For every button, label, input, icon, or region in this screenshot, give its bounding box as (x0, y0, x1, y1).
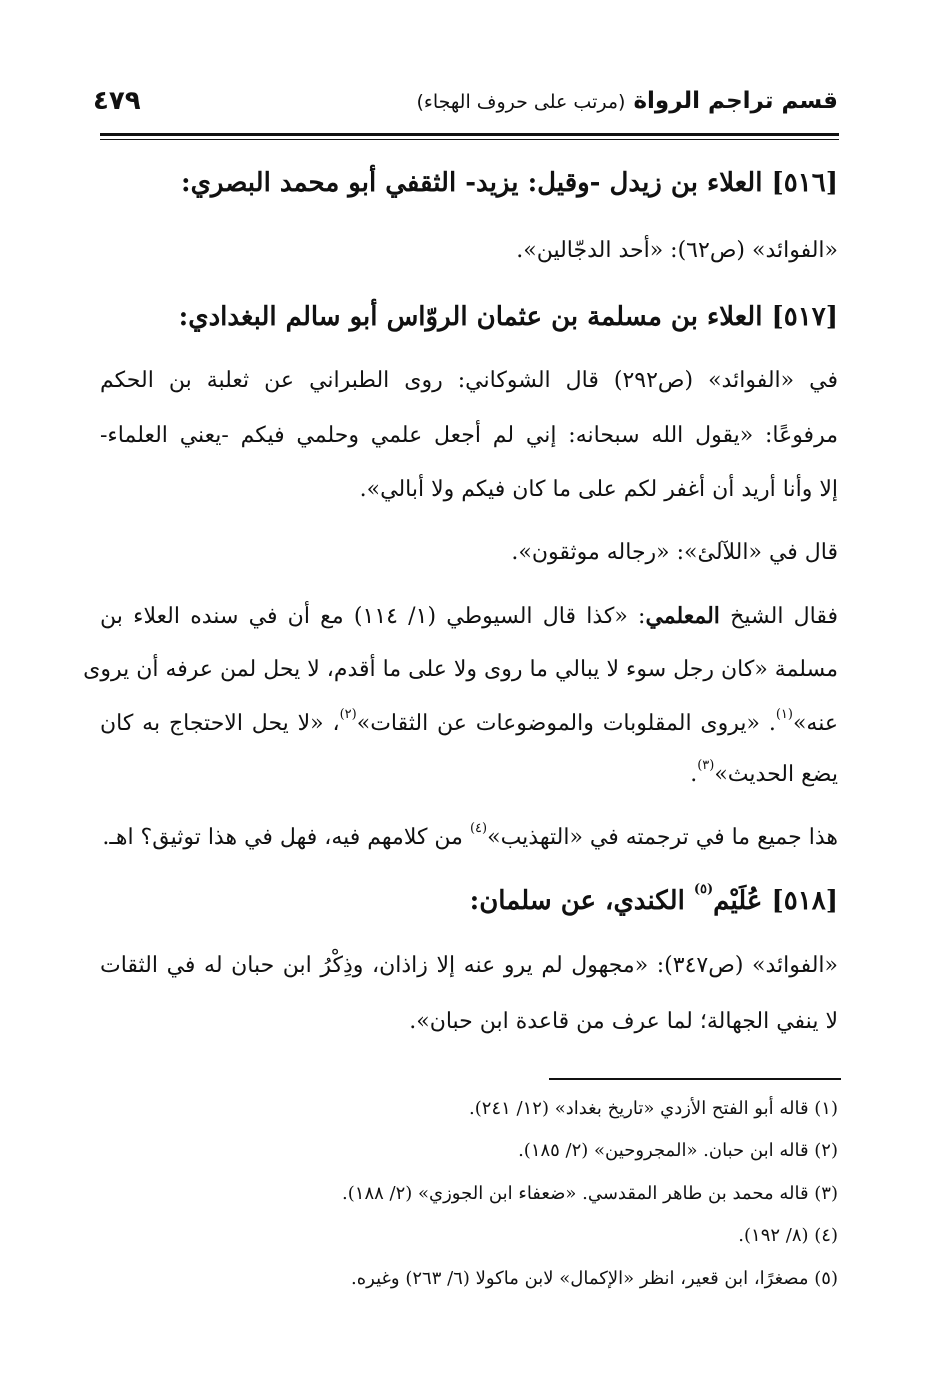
author-name-bold: المعلمي (645, 603, 720, 629)
footnote-ref-3: (٣) (697, 758, 715, 773)
entry-517-line-8-a: يضع الحديث» (714, 762, 838, 787)
footnote-ref-4: (٤) (469, 821, 488, 836)
entry-517-line-7-c: ، «لا يحل الاحتجاج به كان (100, 711, 340, 736)
running-header-main: قسم تراجم الرواة (633, 88, 838, 114)
footnote-separator (549, 1078, 841, 1080)
entry-517-line-6: مسلمة «كان رجل سوء لا يبالي ما روى ولا على ما أقدم، لا يحل لمن عرفه أن يروى (83, 657, 838, 682)
entry-517-line-9-b: من كلامهم فيه، فهل في هذا توثيق؟ اهـ. (102, 825, 470, 850)
footnote-2: (٢) قاله ابن حبان. «المجروحين» (٢/ ١٨٥). (518, 1140, 838, 1161)
entry-517-line-9 (102, 821, 838, 850)
entry-517-heading: [٥١٧] العلاء بن مسلمة بن عثمان الروّاس أبو سالم البغدادي: (178, 302, 838, 332)
entry-517-line-7-b: . «يروى المقلوبات والموضوعات عن الثقات» (356, 711, 776, 736)
entry-517-line-5-c: : «كذا قال السيوطي (١/ ١١٤) مع أن في سنده العلاء بن (100, 604, 646, 629)
footnote-3: (٣) قاله محمد بن طاهر المقدسي. «ضعفاء ابن الجوزي» (٢/ ١٨٨). (342, 1183, 838, 1204)
header-rule-thick (100, 133, 839, 136)
entry-517-line-1: في «الفوائد» (ص٢٩٢) قال الشوكاني: روى الطبراني عن ثعلبة بن الحكم (100, 368, 838, 393)
footnote-ref-5: (٥) (693, 882, 714, 897)
entry-517-line-8-b: . (690, 762, 698, 787)
footnote-5: (٥) مصغرًا، ابن قعير، انظر «الإكمال» لابن ماكولا (٦/ ٢٦٣) وغيره. (350, 1268, 838, 1289)
entry-518-line-2: لا ينفي الجهالة؛ لما عرف من قاعدة ابن حبان». (409, 1009, 838, 1034)
entry-517-line-7 (100, 707, 838, 736)
running-header-sub: (مرتب على حروف الهجاء) (416, 91, 626, 113)
footnote-4: (٤) (٨/ ١٩٢). (738, 1225, 838, 1246)
running-header-title (417, 88, 839, 114)
entry-517-line-5 (100, 603, 838, 629)
entry-517-line-9-a: هذا جميع ما في ترجمته في «التهذيب» (487, 825, 838, 850)
entry-517-line-8 (690, 758, 838, 787)
entry-516-heading: [٥١٦] العلاء بن زيدل -وقيل: يزيد- الثقفي أبو محمد البصري: (180, 168, 838, 198)
entry-517-line-5-a: فقال الشيخ (719, 604, 839, 629)
entry-518-heading-b: الكندي، عن سلمان: (469, 886, 694, 916)
page-number: ٤٧٩ (93, 86, 141, 116)
header-rule-thin (100, 139, 839, 140)
entry-517-line-3: إلا وأنا أريد أن أغفر لكم على ما كان فيكم ولا أبالي». (359, 477, 838, 502)
footnote-ref-2: (٢) (339, 707, 357, 722)
entry-518-line-1: «الفوائد» (ص٣٤٧): «مجهول لم يرو عنه إلا زاذان، وذِكْرُ ابن حبان له في الثقات (100, 953, 838, 978)
footnote-ref-1: (١) (775, 707, 793, 722)
footnote-1: (١) قاله أبو الفتح الأزدي «تاريخ بغداد» (١٢/ ٢٤١). (469, 1098, 838, 1119)
entry-517-line-7-a: عنه» (792, 711, 838, 736)
entry-518-heading (469, 882, 838, 916)
entry-518-heading-a: [٥١٨] عُلَيْم (713, 886, 838, 916)
entry-516-text: «الفوائد» (ص٦٢): «أحد الدجّالين». (516, 238, 838, 263)
entry-517-line-4: قال في «اللآلئ»: «رجاله موثقون». (511, 540, 838, 565)
entry-517-line-2: مرفوعًا: «يقول الله سبحانه: إني لم أجعل علمي وحلمي فيكم -يعني العلماء- (100, 423, 838, 448)
